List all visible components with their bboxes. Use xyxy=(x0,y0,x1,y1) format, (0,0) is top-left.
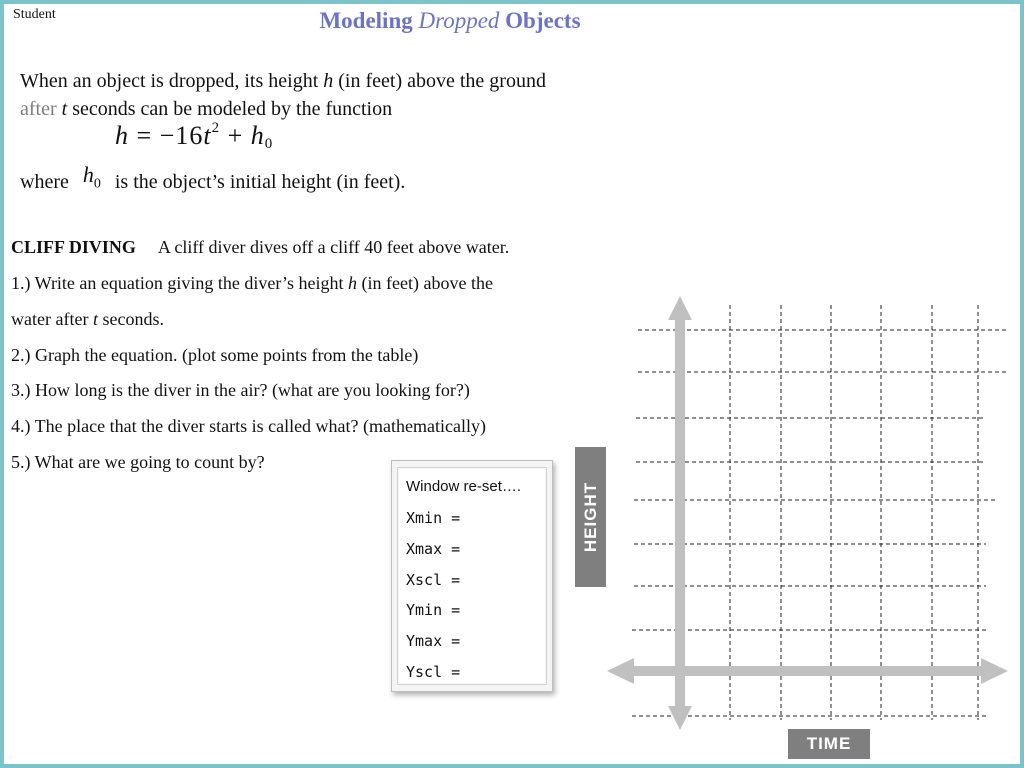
formula-sub: 0 xyxy=(264,136,274,152)
where-rest: is the object’s initial height (in feet). xyxy=(114,171,406,193)
window-settings-panel xyxy=(391,460,553,692)
q1-text-b: (in feet) above the xyxy=(357,273,493,293)
x-axis-arrow-right xyxy=(981,658,1008,684)
window-settings-inner xyxy=(397,467,547,685)
title-part-1: Modeling xyxy=(319,8,419,33)
height-formula xyxy=(115,120,273,153)
formula-eq: = −16 xyxy=(129,121,204,150)
cliff-diving-text: A cliff diver dives off a cliff 40 feet above water. xyxy=(157,237,510,257)
question-5: 5.) What are we going to count by? xyxy=(11,452,265,472)
x-axis-arrow-left xyxy=(607,658,634,684)
window-reset-title: Window re-set…. xyxy=(406,478,522,495)
intro-text-1: When an object is dropped, its height xyxy=(20,70,324,92)
intro-paragraph xyxy=(20,67,580,123)
window-xmin: Xmin = xyxy=(406,509,461,527)
window-ymin: Ymin = xyxy=(406,601,461,619)
q1-text-a: 1.) Write an equation giving the diver’s height xyxy=(11,273,349,293)
intro-var-h: h xyxy=(323,70,334,92)
intro-text-2: (in feet) above the ground xyxy=(333,70,546,92)
window-ymax: Ymax = xyxy=(406,632,461,650)
formula-t: t xyxy=(203,121,212,150)
where-sub: 0 xyxy=(93,176,101,192)
question-2: 2.) Graph the equation. (plot some points from the table) xyxy=(11,345,419,365)
where-line xyxy=(20,162,406,198)
where-word: where xyxy=(20,171,69,193)
cliff-diving-heading xyxy=(11,237,509,258)
height-axis-label-text: HEIGHT xyxy=(580,481,600,553)
where-h: h xyxy=(82,162,94,187)
cliff-diving-title: CLIFF DIVING xyxy=(11,237,136,257)
grid-lines xyxy=(632,305,1008,720)
q1-var-t: t xyxy=(92,309,98,329)
question-1-cont xyxy=(11,309,164,330)
window-xscl: Xscl = xyxy=(406,571,461,589)
question-4: 4.) The place that the diver starts is called what? (mathematically) xyxy=(11,416,486,436)
question-3: 3.) How long is the diver in the air? (what are you looking for?) xyxy=(11,380,470,400)
where-h0 xyxy=(82,162,101,192)
page-title xyxy=(0,8,900,34)
graph-grid xyxy=(600,290,1010,735)
intro-text-3: seconds can be modeled by the function xyxy=(67,98,393,120)
formula-h: h xyxy=(250,121,265,150)
y-axis-arrow-down xyxy=(668,706,692,730)
time-axis-label: TIME xyxy=(788,729,870,759)
q1-text-d: seconds. xyxy=(97,309,164,329)
formula-lhs: h xyxy=(115,121,129,150)
title-part-2: Dropped xyxy=(418,8,500,33)
question-1 xyxy=(11,273,493,294)
q1-text-c: water after xyxy=(11,309,93,329)
y-axis-arrow-up xyxy=(668,296,692,320)
intro-var-t: t xyxy=(61,98,68,120)
window-yscl: Yscl = xyxy=(406,663,461,681)
formula-plus: + xyxy=(220,121,251,150)
student-label: Student xyxy=(13,7,56,22)
formula-exp: 2 xyxy=(211,120,221,136)
intro-after: after xyxy=(20,98,57,120)
window-xmax: Xmax = xyxy=(406,540,461,558)
graph-axes xyxy=(607,296,1008,730)
y-axis xyxy=(675,315,685,712)
x-axis xyxy=(630,666,985,676)
title-part-3: Objects xyxy=(499,8,581,33)
q1-var-h: h xyxy=(348,273,358,293)
